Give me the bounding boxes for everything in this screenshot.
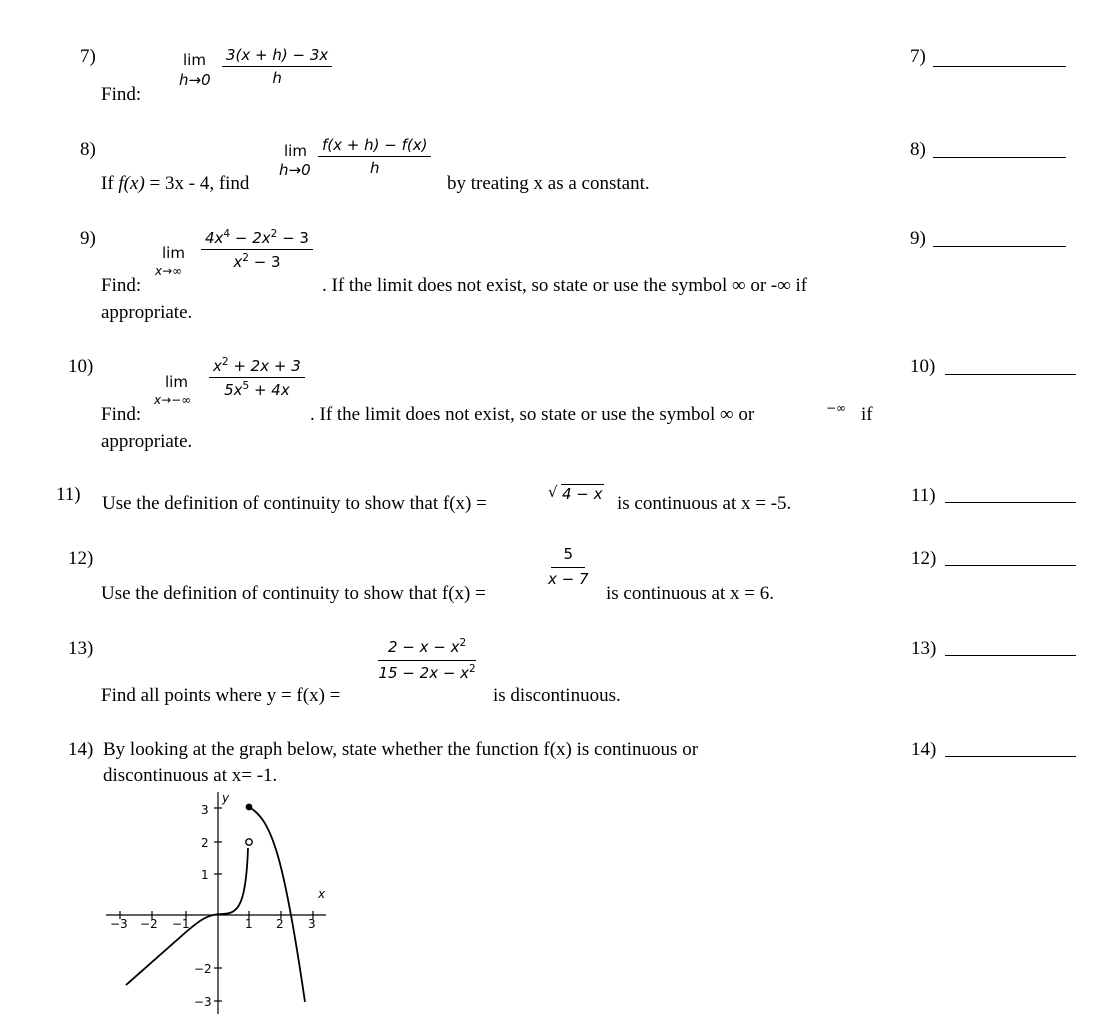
function-fraction [378,637,476,682]
x-tick-label: −3 [110,917,128,931]
y-tick-label: 1 [201,868,209,882]
limit-fraction [318,136,431,177]
answer-number: 12) [911,548,937,569]
answer-number: 13) [911,638,937,659]
neg-infinity-symbol: −∞ [826,401,847,415]
problem-text-tail: is continuous at x = 6. [606,583,774,604]
curve-right-piece [249,807,305,1002]
problem-text-tail: is continuous at x = -5. [617,493,792,514]
find-label: Find: [101,275,142,296]
x-tick-label: 3 [308,917,316,931]
problem-number: 13) [68,638,94,659]
y-axis-label: y [222,791,230,805]
problem-number: 11) [56,484,81,505]
function-graph [100,788,340,1018]
fraction-denominator: $5x^5 + 4x$ [224,379,290,399]
lim-subscript: x→∞ [155,264,183,278]
problem-text-2: discontinuous at x= -1. [103,765,278,786]
answer-number: 9) [910,228,926,249]
answer-number: 11) [911,485,936,506]
answer-blank[interactable] [933,66,1066,67]
problem-number: 7) [80,46,96,67]
function-fraction [548,545,589,588]
problem-text-tail: . If the limit does not exist, so state or use the symbol ∞ or -∞ if [322,275,808,296]
answer-blank[interactable] [933,246,1066,247]
radicand: 4 − x [562,485,603,503]
problem-text: If f(x) = 3x - 4, find [101,173,250,194]
answer-blank[interactable] [933,157,1066,158]
fraction-denominator: h [369,159,380,177]
answer-blank[interactable] [945,655,1076,656]
fraction-numerator: 3(x + h) − 3x [222,46,332,67]
lim-label: lim [183,51,206,69]
answer-number: 7) [910,46,926,67]
radical-sign: √ [548,483,558,501]
lim-label: lim [162,244,185,262]
fraction-denominator: $x^2 - 3$ [233,251,281,271]
lim-label: lim [284,142,307,160]
problem-text-tail: by treating x as a constant. [447,173,650,194]
limit-fraction [201,228,313,271]
fraction-numerator: $4x^4 - 2x^2 - 3$ [201,228,313,250]
problem-number: 10) [68,356,94,377]
problem-text: Find all points where y = f(x) = [101,685,341,706]
answer-number: 8) [910,139,926,160]
lim-subscript: h→0 [279,161,311,179]
limit-fraction [209,356,305,399]
problem-number: 9) [80,228,96,249]
answer-blank[interactable] [945,565,1076,566]
problem-text: By looking at the graph below, state whether the function f(x) is continuous or [103,739,699,760]
limit-fraction [222,46,332,87]
problem-text-if: if [861,404,873,425]
fraction-numerator: $x^2 + 2x + 3$ [209,356,305,378]
fraction-numerator: $2 - x - x^2$ [378,637,476,661]
fraction-numerator: f(x + h) − f(x) [318,136,431,157]
problem-number: 12) [68,548,94,569]
y-tick-label: −2 [194,962,212,976]
lim-subscript: h→0 [179,71,211,89]
answer-blank[interactable] [945,756,1076,757]
problem-text: Use the definition of continuity to show that f(x) = [102,493,487,514]
answer-blank[interactable] [945,374,1076,375]
fraction-denominator: x − 7 [548,570,589,588]
find-label: Find: [101,84,142,105]
open-circle-point [246,839,252,845]
lim-subscript: x→−∞ [154,393,192,407]
problem-number: 14) [68,739,94,760]
answer-number: 10) [910,356,936,377]
fraction-numerator: 5 [551,545,585,568]
x-tick-label: −2 [140,917,158,931]
problem-text: Use the definition of continuity to show that f(x) = [101,583,486,604]
y-tick-label: 2 [201,836,209,850]
problem-text-tail-2: appropriate. [101,431,193,452]
x-tick-label: 2 [276,917,284,931]
x-axis-label: x [318,887,326,901]
fraction-denominator: h [272,69,282,87]
problem-text-tail: is discontinuous. [493,685,621,706]
fraction-denominator: $15 - 2x - x^2$ [378,662,476,682]
answer-number: 14) [911,739,937,760]
y-tick-label: 3 [201,803,209,817]
x-tick-label: 1 [245,917,253,931]
problem-number: 8) [80,139,96,160]
problem-text-tail: . If the limit does not exist, so state or use the symbol ∞ or [310,404,755,425]
problem-text-tail-2: appropriate. [101,302,193,323]
answer-blank[interactable] [945,502,1076,503]
y-tick-label: −3 [194,995,212,1009]
find-label: Find: [101,404,142,425]
x-tick-label: −1 [172,917,190,931]
lim-label: lim [165,373,188,391]
